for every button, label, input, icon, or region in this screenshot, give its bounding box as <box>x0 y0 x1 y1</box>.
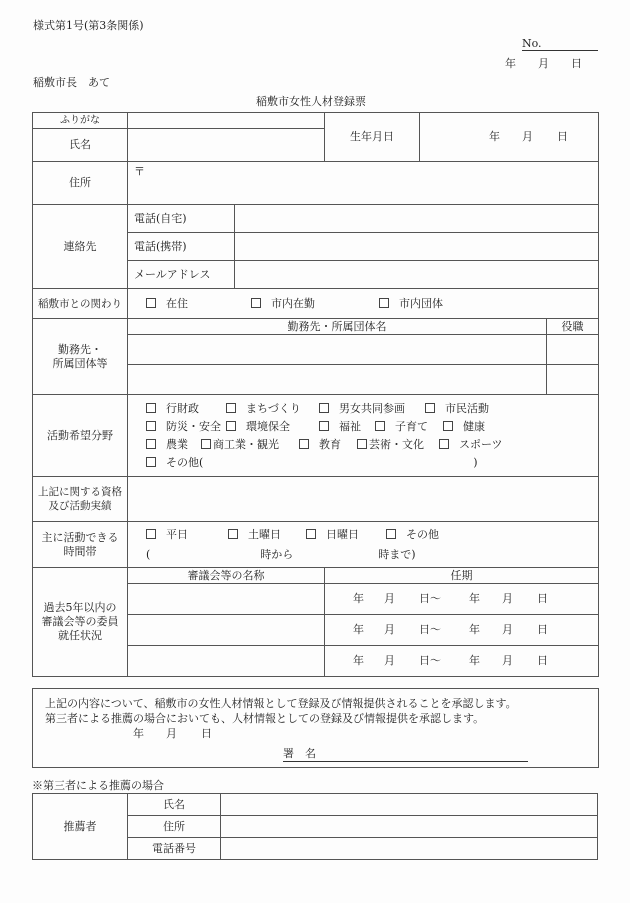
checkbox[interactable] <box>226 421 236 431</box>
fields-row <box>146 454 598 472</box>
registration-table <box>32 112 599 677</box>
other-close-paren: ) <box>473 455 478 469</box>
document-number-field[interactable] <box>522 37 598 51</box>
checkbox[interactable] <box>226 403 236 413</box>
committee-term-field[interactable]: 年 月 日〜 年 月 日 <box>325 615 599 646</box>
field-option[interactable]: 農業 <box>146 436 201 454</box>
committee-term-header: 任期 <box>325 568 599 584</box>
birthdate-field[interactable] <box>420 113 599 162</box>
checkbox[interactable] <box>319 421 329 431</box>
position-header: 役職 <box>547 319 599 335</box>
field-option[interactable]: まちづくり <box>226 400 319 418</box>
checkbox[interactable] <box>439 439 449 449</box>
email-field[interactable] <box>235 261 599 289</box>
relation-options <box>128 289 599 319</box>
recommender-label: 推薦者 <box>33 794 128 860</box>
field-option[interactable]: スポーツ <box>439 436 503 454</box>
field-option[interactable]: 芸術・文化 <box>357 436 439 454</box>
checkbox[interactable] <box>306 529 316 539</box>
recommender-note: ※第三者による推薦の場合 <box>32 779 164 792</box>
checkbox[interactable] <box>425 403 435 413</box>
committee-name-field[interactable] <box>128 646 325 677</box>
month-unit: 月 <box>538 57 549 70</box>
addressee: 稲敷市長 あて <box>33 76 110 89</box>
field-option[interactable]: 健康 <box>443 418 485 436</box>
committee-name-field[interactable] <box>128 584 325 615</box>
field-option[interactable]: 環境保全 <box>226 418 319 436</box>
year-unit: 年 <box>505 57 516 70</box>
recommender-name-label: 氏名 <box>128 794 221 816</box>
time-label: 主に活動できる 時間帯 <box>33 522 128 568</box>
field-option[interactable]: 市民活動 <box>425 400 489 418</box>
consent-line-1: 上記の内容について、稲敷市の女性人材情報として登録及び情報提供されることを承認します。 <box>45 697 517 710</box>
time-open-paren: ( <box>146 547 151 561</box>
month-unit: 月 <box>522 130 533 143</box>
committee-term-field[interactable]: 年 月 日〜 年 月 日 <box>325 584 599 615</box>
time-from-label: 時から <box>260 547 294 561</box>
year-unit: 年 <box>489 130 500 143</box>
field-option[interactable]: 男女共同参画 <box>319 400 425 418</box>
checkbox[interactable] <box>146 457 156 467</box>
recommender-name-field[interactable] <box>221 794 598 816</box>
address-field[interactable] <box>128 162 599 205</box>
fields-row <box>146 418 598 436</box>
fields-row <box>146 400 598 418</box>
mobile-phone-label: 電話(携帯) <box>128 233 235 261</box>
recommender-address-field[interactable] <box>221 816 598 838</box>
consent-box <box>32 688 599 768</box>
checkbox[interactable] <box>443 421 453 431</box>
signature-field[interactable] <box>283 745 528 762</box>
mobile-phone-field[interactable] <box>235 233 599 261</box>
day-unit: 日 <box>571 57 582 70</box>
address-label: 住所 <box>33 162 128 205</box>
home-phone-field[interactable] <box>235 205 599 233</box>
checkbox[interactable] <box>146 403 156 413</box>
contact-label: 連絡先 <box>33 205 128 289</box>
relation-option-worker[interactable]: 市内在勤 <box>251 297 379 311</box>
checkbox[interactable] <box>201 439 211 449</box>
checkbox[interactable] <box>146 298 156 308</box>
relation-option-resident[interactable]: 在住 <box>146 297 251 311</box>
committee-term-field[interactable]: 年 月 日〜 年 月 日 <box>325 646 599 677</box>
workplace-label: 勤務先・ 所属団体等 <box>33 319 128 395</box>
checkbox[interactable] <box>228 529 238 539</box>
position-field[interactable] <box>547 335 599 365</box>
consent-line-2: 第三者による推薦の場合においても、人材情報としての登録及び情報提供を承認します。 <box>45 712 485 725</box>
form-title: 稲敷市女性人材登録票 <box>256 95 366 108</box>
qualifications-field[interactable] <box>128 477 599 522</box>
relation-label: 稲敷市との関わり <box>33 289 128 319</box>
checkbox[interactable] <box>146 529 156 539</box>
checkbox[interactable] <box>357 439 367 449</box>
postal-mark: 〒 <box>134 165 145 178</box>
email-label: メールアドレス <box>128 261 235 289</box>
field-option[interactable]: 子育て <box>375 418 443 436</box>
field-option[interactable]: 福祉 <box>319 418 375 436</box>
name-field[interactable] <box>128 129 325 162</box>
form-number: 様式第1号(第3条関係) <box>33 19 144 32</box>
qualifications-label: 上記に関する資格 及び活動実績 <box>33 477 128 522</box>
day-unit: 日 <box>557 130 568 143</box>
header-date <box>505 55 582 71</box>
committee-name-header: 審議会等の名称 <box>128 568 325 584</box>
relation-option-group[interactable]: 市内団体 <box>379 297 443 311</box>
time-option-saturday[interactable]: 土曜日 <box>228 525 306 545</box>
checkbox[interactable] <box>146 439 156 449</box>
time-option-other[interactable]: その他 <box>386 525 439 545</box>
time-to-label: 時まで) <box>378 547 416 561</box>
checkbox[interactable] <box>319 403 329 413</box>
home-phone-label: 電話(自宅) <box>128 205 235 233</box>
birthdate-label: 生年月日 <box>325 113 420 162</box>
checkbox[interactable] <box>386 529 396 539</box>
furigana-label: ふりがな <box>33 113 128 129</box>
fields-options <box>128 395 599 477</box>
time-option-sunday[interactable]: 日曜日 <box>306 525 386 545</box>
recommender-address-label: 住所 <box>128 816 221 838</box>
checkbox[interactable] <box>251 298 261 308</box>
name-label: 氏名 <box>33 129 128 162</box>
field-option[interactable]: 教育 <box>299 436 357 454</box>
workplace-name-field[interactable] <box>128 365 547 395</box>
recommender-phone-label: 電話番号 <box>128 838 221 860</box>
checkbox[interactable] <box>146 421 156 431</box>
fields-row <box>146 436 598 454</box>
fields-label: 活動希望分野 <box>33 395 128 477</box>
committee-label: 過去5年以内の 審議会等の委員 就任状況 <box>33 568 128 677</box>
committee-name-field[interactable] <box>128 615 325 646</box>
time-options <box>128 522 599 568</box>
field-option[interactable]: 防災・安全 <box>146 418 226 436</box>
no-label: No. <box>522 37 542 50</box>
checkbox[interactable] <box>299 439 309 449</box>
field-option[interactable]: 行財政 <box>146 400 226 418</box>
workplace-name-field[interactable] <box>128 335 547 365</box>
checkbox[interactable] <box>379 298 389 308</box>
consent-date: 年 月 日 <box>133 727 212 740</box>
workplace-name-header: 勤務先・所属団体名 <box>128 319 547 335</box>
position-field[interactable] <box>547 365 599 395</box>
field-option[interactable]: 商工業・観光 <box>201 436 299 454</box>
field-option-other[interactable]: その他( <box>146 454 203 472</box>
signature-label: 署 名 <box>283 747 316 760</box>
recommender-phone-field[interactable] <box>221 838 598 860</box>
recommender-table <box>32 793 598 860</box>
checkbox[interactable] <box>375 421 385 431</box>
furigana-field[interactable] <box>128 113 325 129</box>
time-option-weekday[interactable]: 平日 <box>146 525 228 545</box>
